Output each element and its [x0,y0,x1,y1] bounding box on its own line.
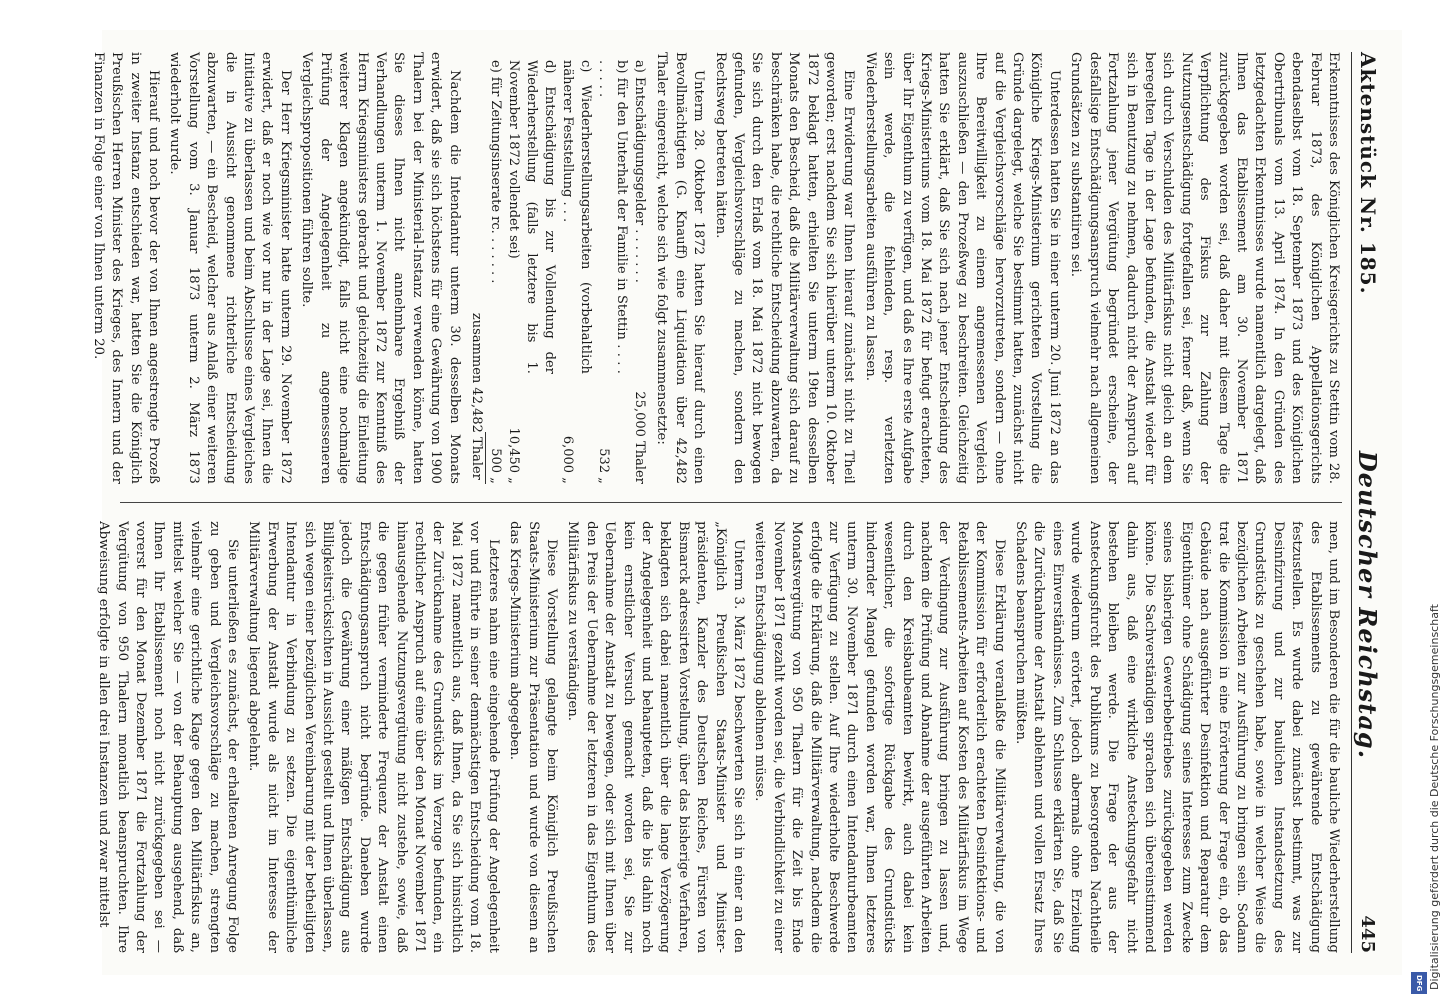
paragraph: Unterm 3. März 1872 beschwerten Sie sich in einer an den „Königlich Preußischen Staats-Minister und Minister-präsidenten, Kanzler des Deutschen Reiches, Fürsten von Bismarck adressirten Vorstellung, über das bisherige Verfahren, beklagten sich dabei namentlich über die lange Verzögerung der Angelegenheit und behaupteten, daß die bis dahin noch kein ernstlicher Versuch gemacht worden sei, Sie zur Uebernahme der Anstalt zu bewegen, oder sich mit Ihnen über den Preis der Uebernahme der letzteren in das Eigenthum des Militärfiskus zu verständigen. [565,521,746,953]
paragraph: Letzteres nahm eine eingehende Prüfung der Angelegenheit vor und führte in seiner demnächstigen Entscheidung vom 18. Mai 1872 namentlich aus, daß Ihnen, da Sie sich hinsichtlich der Zurücknahme des Grundstücks im Verzuge befunden, ein rechtlicher Anspruch auf eine über den Monat November 1871 hinausgehende Nutzungsvergütung nicht zustehe, sowie, daß die gegen früher verminderte Frequenz der Anstalt einen Entschädigungsanspruch nicht begründe. Daneben wurde jedoch die Gewährung einer mäßigen Entschädigung aus Billigkeitsrücksichten in Aussicht gestellt und Ihnen überlassen, sich wegen einer bezüglichen Vereinbarung mit der betheiligten Intendantur in Verbindung zu setzen. Die eigenthümliche Erwerbung der Anstalt wurde als nicht im Interesse der Militärverwaltung liegend abgelehnt. [246,521,501,953]
claims-total: zusammen 42,482 Thaler [468,312,484,480]
paragraph: Diese Vorstellung gelangte beim Königlich Preußischen Staats-Ministerium zur Präsentation und wurde von diesem an das Kriegs-Ministerium abgegeben. [507,521,559,953]
dfg-logo-icon: DFG [1411,972,1427,994]
claim-label: a) Entschädigungsgelder . . . . . . . [631,60,647,283]
text-columns [90,52,1342,953]
paragraph: Der Herr Kriegsminister hatte unterm 29. November 1872 erwidert, daß er noch wie vor nur in der Lage sei, Ihnen die Initiative zu überlassen und beim Abschlusse eines Vergleiches die in Aussicht genommene richterliche Entscheidung abzuwarten, — ein Bescheid, welcher aus Anlaß einer weiteren Vorstellung vom 3. Januar 1873 unterm 2. März 1873 wiederholt wurde. [167,52,293,484]
claim-row [486,52,504,484]
paragraph: men, und im Besonderen die für die bauliche Wiederherstellung des Etablissements zu gewährende Entschädigung festzustellen. Es wurde dabei zunächst bestimmt, was zur Desinfizirung und zur baulichen Instandsetzung des Grundstücks zu geschehen habe, sowie in welcher Weise die bezüglichen Arbeiten zur Ausführung zu bringen sein. Sodann trat die Kommission in eine Erörterung der Frage ein, ob das Gebäude nach ausgeführter Desinfektion und Reparatur dem Eigenthümer ohne Schädigung seines Interesses zum Zwecke seines bisherigen Gewerbebetriebes zurückgegeben werden könne. Die Sachverständigen sprachen sich übereinstimmend dahin aus, daß eine wirkliche Ansteckungsgefahr nicht bestehen bleiben werde. Die Frage der aus der Ansteckungsfurcht des Publikums zu besorgenden Nachtheile wurde wiederum erörtert, jedoch abermals ohne Erzielung eines Einverständnisses. Zum Schlusse erklärten Sie, daß Sie die Zurücknahme der Anstalt ablehnen und vollen Ersatz Ihres Schadens beanspruchen müßten. [1013,521,1341,953]
claim-amount: 6,000 „ [559,435,575,484]
claim-row [558,52,594,484]
right-column [96,521,1342,953]
paragraph: Unterdessen hatten Sie in einer unterm 20. Juni 1872 an das Königliche Kriegs-Ministerium gerichteten Vorstellung die Gründe dargelegt, welche Sie bestimmt hatten, zunächst nicht auf die Vergleichsvorschläge hervorzutreten, sondern — ohne Ihre Bereitwilligkeit zu einem angemessenen Vergleich auszuschließen — den Prozeßweg zu beschreiten. Gleichzeitig hatten Sie erklärt, daß Sie sich nach jener Entscheidung des Kriegs-Ministeriums vom 18. Mai 1872 für befugt erachteten, über Ihr Eigenthum zu verfügen, und daß es Ihre erste Aufgabe sein werde, die fehlenden, resp. verletzten Wiederherstellungsarbeiten ausführen zu lassen. [862,52,1062,484]
document-page [90,30,1402,975]
claim-label: d) Entschädigung bis zur Vollendung der Wiederherstellung (falls letztere bis 1. November 1872 vollendet sei) [505,60,557,374]
page-title: Deutscher Reichstag. [1353,450,1383,760]
claim-label: e) für Zeitungsinserate rc. . . . . . . [487,60,503,284]
claim-amount: 500 „ [487,448,503,484]
page-number: 445 [1357,915,1379,953]
claim-label: c) Wiederherstellungsarbeiten (vorbehaltlich näherer Feststellung . . . [559,60,593,374]
claim-amount: 10,450 „ [505,427,521,484]
paragraph: Eine Erwiderung war Ihnen hierauf zunächst nicht zu Theil geworden; erst nachdem Sie sich hierüber unterm 10. Oktober 1872 beklagt hatten, erhielten Sie unterm 19ten desselben Monats den Bescheid, daß die Militärverwaltung sich darauf zu beschränken habe, die rechtliche Entscheidung abzuwarten, da Sie sich durch den Erlaß vom 18. Mai 1872 nicht bewogen gefunden, Vergleichsvorschläge zu machen, sondern den Rechtsweg betreten hätten. [712,52,857,484]
claim-amount: 532 „ [595,448,611,484]
paragraph: Hierauf und noch bevor der von Ihnen angestrengte Prozeß in zweiter Instanz entschieden war, hatten Sie die Königlich Preußischen Herren Minister des Krieges, des Innern und der Finanzen in Folge einer von Ihnen unterm 20. [90,52,162,484]
claims-list [467,52,648,484]
column-divider [120,502,1342,503]
paragraph: Unterm 28. Oktober 1872 hatten Sie hierauf durch einen Bevollmächtigten (G. Knauff) eine Liquidation über 42,482 Thaler eingereicht, welche sich wie folgt zusammensetzte: [654,52,707,484]
claim-row [630,52,648,484]
paragraph: Sie unterließen es zunächst, der erhaltenen Anregung Folge zu geben und Vergleichsvorschläge zu machen, strengten vielmehr eine gerichtliche Klage gegen den Militärfiskus an, mittelst welcher Sie — von der Behauptung ausgehend, daß Ihnen Ihr Etablissement noch nicht zurückgegeben sei — vorerst für den Monat Dezember 1871 die Fortzahlung der Vergütung von 950 Thalern monatlich beanspruchten. Ihre Abweisung erfolgte in allen drei Instanzen und zwar mittelst [96,521,241,953]
left-column [90,52,1342,484]
paragraph: Erkenntnisses des Königlichen Kreisgerichts zu Stettin vom 28. Februar 1873, des Königlichen Appellationsgerichts ebendaselbst vom 18. September 1873 und des Königlichen Obertribunals vom 13. April 1874. In den Gründen des letztgedachten Erkenntnisses wurde namentlich dargelegt, daß Ihnen das Etablissement am 30. November 1871 zurückgegeben worden sei, daß daher mit diesem Tage die Verpflichtung des Fiskus zur Zahlung der Nutzungsentschädigung fortgefallen sei, ferner daß, wenn Sie sich durch Verschulden des Militärfiskus nicht gleich an dem beregelten Tage in der Lage befunden, die Anstalt wieder für sich in Benutzung zu nehmen, dadurch nicht der Anspruch auf Fortzahlung jener Vergütung begründet erscheine, der desfallsige Entschädigungsanspruch vielmehr nach allgemeinen Grundsätzen zu substantiiren sei. [1068,52,1341,484]
paragraph: Diese Erklärung veranlaßte die Militärverwaltung, die von der Kommission für erforderlich erachteten Desinfektions- und Retablissements-Arbeiten auf Kosten des Militärfiskus im Wege der Verdingung zur Ausführung bringen zu lassen und, nachdem die Prüfung und Abnahme der ausgeführten Arbeiten durch den Kreisbaubeamten bewirkt, auch dabei kein wesentlicher, die sofortige Rückgabe des Grundstücks hindernder Mangel gefunden worden war, Ihnen letzteres unterm 30. November 1871 durch einen Intendanturbeamten zur Verfügung zu stellen. Auf Ihre wiederholte Beschwerde erfolgte die Erklärung, daß die Militärverwaltung, nachdem die Monatsvergütung von 950 Thalern für die Zeit bis Ende November 1871 gezahlt worden sei, die Verbindlichkeit zu einer weiteren Entschädigung ablehnen müsse. [752,521,1007,953]
digitization-credit: Digitalisierung gefördert durch die Deutsche Forschungsgemeinschaft [1428,604,1441,990]
claim-label: b) für den Unterhalt der Familie in Stettin . . . . . . . . . [595,60,629,374]
claim-row [594,52,630,484]
claim-amount: 25,000 Thaler [631,391,647,484]
claim-row [504,52,558,484]
paragraph: Nachdem die Intendantur unterm 30. desselben Monats erwidert, daß sie sich höchstens für eine Gewährung von 1900 Thalern bei der Ministerial-Instanz verwenden könne, hatten Sie dieses Ihnen nicht annehmbare Ergebniß der Verhandlungen unterm 1. November 1872 zur Kenntniß des Herrn Kriegsministers gebracht und gleichzeitig die Einleitung weiterer Klagen angekündigt, falls nicht eine nochmalige Prüfung der Angelegenheit zu angemesseneren Vergleichspropositionen führen sollte. [299,52,462,484]
section-label: Aktenstück Nr. 185. [1356,52,1380,295]
page-header [1351,52,1384,953]
